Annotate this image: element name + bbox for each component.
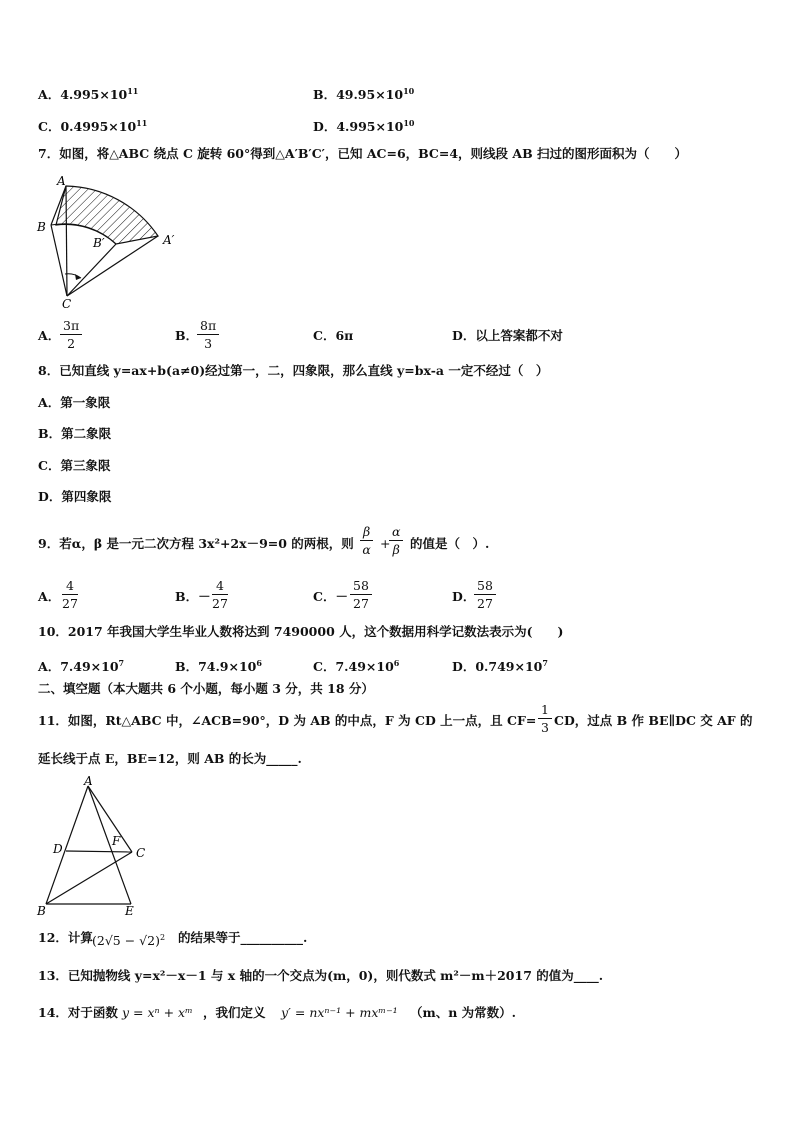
q9-option-c-fraction: $\frac{58}{27}$ bbox=[350, 578, 372, 611]
q8-stem: 8．已知直线 y=ax+b(a≠0)经过第一，二，四象限，那么直线 y=bx-a 一定不经过（ ） bbox=[38, 363, 549, 378]
q7-option-b-label: B． bbox=[175, 328, 199, 343]
q14-derivative: y′ = nxⁿ⁻¹ + mxᵐ⁻¹ bbox=[281, 1005, 398, 1020]
q10-option-b: B．$74.9\times 10^6$ bbox=[175, 658, 262, 674]
q7-label-b: B bbox=[37, 220, 46, 234]
q8-option-c: C．第三象限 bbox=[38, 458, 111, 473]
q6-option-a: A．$4.995\times 10^{11}$ bbox=[38, 86, 139, 102]
q7-stem: 7．如图，将△ABC 绕点 C 旋转 60°得到△A′B′C′，已知 AC=6，BC=4，则线段 AB 扫过的图形面积为（ ） bbox=[38, 146, 688, 161]
q14-mid: ，我们定义 bbox=[203, 1005, 266, 1020]
q12-pre: 12．计算 bbox=[38, 930, 93, 945]
q9-fraction-beta-alpha: $\frac{\beta}{\alpha}$ bbox=[360, 524, 373, 557]
q11-label-a: A bbox=[84, 774, 93, 788]
section-heading: 二、填空题（本大题共 6 个小题，每小题 3 分，共 18 分） bbox=[38, 681, 374, 696]
q14-function: y = xⁿ + xᵐ bbox=[122, 1005, 193, 1020]
q9-plus: + bbox=[380, 536, 391, 551]
q11-stem-line2: 延长线于点 E，BE=12，则 AB 的长为_____. bbox=[38, 751, 302, 766]
q6-option-c: C．$0.4995\times 10^{11}$ bbox=[38, 118, 148, 134]
q6-option-b: B．$49.95\times 10^{10}$ bbox=[313, 86, 415, 102]
q9-option-d-label: D． bbox=[452, 589, 476, 604]
q7-option-d: D．以上答案都不对 bbox=[452, 328, 563, 343]
q7-option-b-fraction: $\frac{8\pi}{3}$ bbox=[197, 318, 219, 351]
q11-figure bbox=[35, 773, 155, 918]
q11-label-f: F bbox=[112, 834, 121, 848]
q7-option-a-label: A． bbox=[38, 328, 61, 343]
q7-label-ap: A′ bbox=[163, 233, 175, 247]
q10-option-a: A．$7.49\times 10^7$ bbox=[38, 658, 125, 674]
q10-option-c: C．$7.49\times 10^6$ bbox=[313, 658, 400, 674]
q11-fraction: $\frac{1}{3}$ bbox=[538, 702, 552, 735]
q13-stem: 13．已知抛物线 y=x²－x－1 与 x 轴的一个交点为(m，0)，则代数式 m²－m＋2017 的值为____. bbox=[38, 968, 604, 983]
q9-stem-pre: 9．若α，β 是一元二次方程 3x²+2x－9=0 的两根，则 bbox=[38, 536, 354, 551]
q7-label-a: A bbox=[57, 174, 66, 188]
q11-stem-post: CD，过点 B 作 BE∥DC 交 AF 的 bbox=[554, 713, 753, 728]
q12-post: 的结果等于__________. bbox=[178, 930, 308, 945]
q7-option-a-fraction: $\frac{3\pi}{2}$ bbox=[60, 318, 82, 351]
q9-option-c-label: C．－ bbox=[313, 589, 348, 604]
q8-option-a: A．第一象限 bbox=[38, 395, 111, 410]
q11-stem-pre: 11．如图，Rt△ABC 中，∠ACB=90°，D 为 AB 的中点，F 为 CD 上一点，且 CF= bbox=[38, 713, 537, 728]
q9-fraction-alpha-beta: $\frac{\alpha}{\beta}$ bbox=[389, 524, 403, 557]
q9-option-b-label: B．－ bbox=[175, 589, 211, 604]
q9-stem-post: 的值是（ ）. bbox=[410, 536, 490, 551]
q7-figure bbox=[35, 174, 185, 309]
q7-label-c: C bbox=[62, 297, 72, 309]
q11-label-d: D bbox=[53, 842, 63, 856]
q9-option-d-fraction: $\frac{58}{27}$ bbox=[474, 578, 496, 611]
q7-option-c: C．6π bbox=[313, 328, 354, 343]
q11-label-b: B bbox=[37, 904, 46, 918]
q9-option-a-fraction: $\frac{4}{27}$ bbox=[62, 578, 78, 611]
q10-option-d: D．$0.749\times 10^7$ bbox=[452, 658, 548, 674]
q8-option-b: B．第二象限 bbox=[38, 426, 112, 441]
q8-option-d: D．第四象限 bbox=[38, 489, 112, 504]
q6-option-d: D．$4.995\times 10^{10}$ bbox=[313, 118, 415, 134]
q9-option-b-fraction: $\frac{4}{27}$ bbox=[212, 578, 228, 611]
q7-label-bp: B′ bbox=[93, 236, 105, 250]
q12-expression: $(2√5 - √2)^2$ bbox=[92, 933, 166, 948]
q14-post: （m、n 为常数）. bbox=[410, 1005, 517, 1020]
q11-label-c: C bbox=[136, 846, 146, 860]
q9-option-a-label: A． bbox=[38, 589, 61, 604]
q10-stem: 10．2017 年我国大学生毕业人数将达到 7490000 人，这个数据用科学记数法表示为( ) bbox=[38, 624, 564, 639]
q11-label-e: E bbox=[125, 904, 134, 918]
q14-pre: 14．对于函数 bbox=[38, 1005, 118, 1020]
